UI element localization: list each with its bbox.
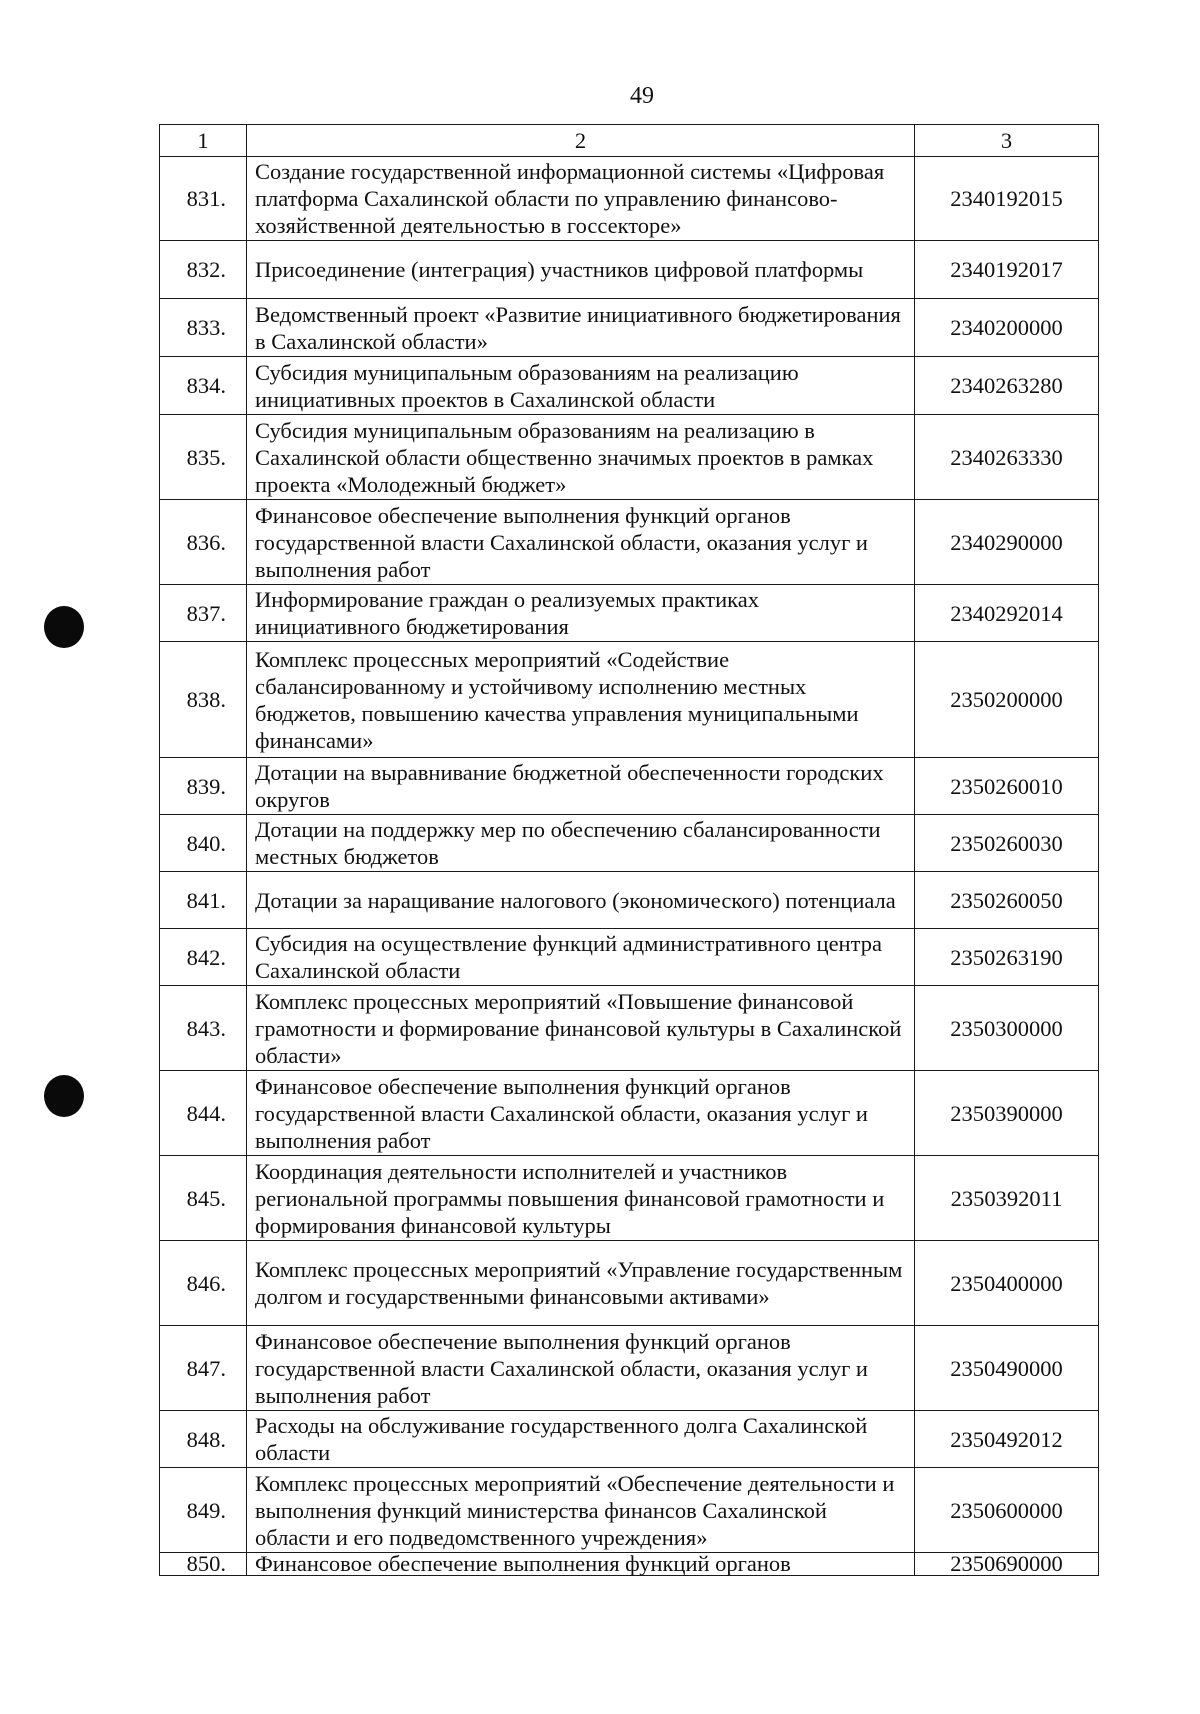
table-row [160,1241,1099,1326]
row-code: 2350260030 [915,815,1099,872]
row-code: 2350260050 [915,872,1099,929]
column-header-number: 1 [160,125,247,157]
row-number: 845. [160,1156,247,1241]
table-row [160,642,1099,758]
row-number: 840. [160,815,247,872]
row-code: 2340263330 [915,415,1099,500]
table-row [160,758,1099,815]
row-number: 834. [160,357,247,415]
table-row [160,1071,1099,1156]
row-code: 2340192017 [915,241,1099,299]
row-description: Субсидия на осуществление функций административного центра Сахалинской области [247,929,915,986]
row-description: Комплекс процессных мероприятий «Управление государственным долгом и государственными финансовыми активами» [247,1241,915,1326]
row-number: 850. [160,1553,247,1576]
row-number: 842. [160,929,247,986]
row-description: Дотации на выравнивание бюджетной обеспеченности городских округов [247,758,915,815]
row-description: Присоединение (интеграция) участников цифровой платформы [247,241,915,299]
row-number: 836. [160,500,247,585]
row-number: 848. [160,1411,247,1468]
row-description: Дотации на поддержку мер по обеспечению сбалансированности местных бюджетов [247,815,915,872]
punch-hole-mark [44,606,84,648]
table-header-row [160,125,1099,157]
row-description: Дотации за наращивание налогового (экономического) потенциала [247,872,915,929]
row-code: 2350490000 [915,1326,1099,1411]
row-code: 2340292014 [915,585,1099,642]
row-code: 2350400000 [915,1241,1099,1326]
row-description: Финансовое обеспечение выполнения функций органов государственной власти Сахалинской области, оказания услуг и выполнения работ [247,500,915,585]
table-row [160,872,1099,929]
row-code: 2350392011 [915,1156,1099,1241]
table-row [160,986,1099,1071]
table-row [160,299,1099,357]
row-description: Комплекс процессных мероприятий «Повышение финансовой грамотности и формирование финансовой культуры в Сахалинской области» [247,986,915,1071]
table-row [160,1156,1099,1241]
row-description: Финансовое обеспечение выполнения функций органов государственной власти Сахалинской области, оказания услуг и выполнения работ [247,1326,915,1411]
row-description: Ведомственный проект «Развитие инициативного бюджетирования в Сахалинской области» [247,299,915,357]
table-row [160,241,1099,299]
row-code: 2350260010 [915,758,1099,815]
table-row [160,415,1099,500]
row-code: 2350200000 [915,642,1099,758]
row-description: Финансовое обеспечение выполнения функций органов [247,1553,915,1576]
budget-classification-table [159,124,1099,1576]
row-description: Субсидия муниципальным образованиям на реализацию в Сахалинской области общественно значимых проектов в рамках проекта «Молодежный бюджет» [247,415,915,500]
row-number: 831. [160,157,247,241]
row-code: 2340263280 [915,357,1099,415]
table-row [160,929,1099,986]
row-code: 2350263190 [915,929,1099,986]
row-description: Информирование граждан о реализуемых практиках инициативного бюджетирования [247,585,915,642]
row-description: Финансовое обеспечение выполнения функций органов государственной власти Сахалинской области, оказания услуг и выполнения работ [247,1071,915,1156]
row-number: 844. [160,1071,247,1156]
row-code: 2350492012 [915,1411,1099,1468]
table-row [160,585,1099,642]
row-number: 843. [160,986,247,1071]
row-number: 841. [160,872,247,929]
row-code: 2350690000 [915,1553,1099,1576]
row-number: 835. [160,415,247,500]
punch-hole-mark [44,1075,84,1117]
table-row [160,815,1099,872]
row-code: 2350600000 [915,1468,1099,1553]
table-row [160,1468,1099,1553]
row-description: Субсидия муниципальным образованиям на реализацию инициативных проектов в Сахалинской области [247,357,915,415]
row-description: Комплекс процессных мероприятий «Содействие сбалансированному и устойчивому исполнению местных бюджетов, повышению качества управления муниципальными финансами» [247,642,915,758]
row-code: 2340290000 [915,500,1099,585]
row-number: 846. [160,1241,247,1326]
row-number: 839. [160,758,247,815]
table-row [160,1326,1099,1411]
row-code: 2350300000 [915,986,1099,1071]
row-number: 849. [160,1468,247,1553]
column-header-code: 3 [915,125,1099,157]
row-number: 832. [160,241,247,299]
table-row [160,357,1099,415]
row-description: Расходы на обслуживание государственного долга Сахалинской области [247,1411,915,1468]
row-code: 2350390000 [915,1071,1099,1156]
row-number: 847. [160,1326,247,1411]
row-number: 833. [160,299,247,357]
row-number: 838. [160,642,247,758]
row-description: Комплекс процессных мероприятий «Обеспечение деятельности и выполнения функций министерства финансов Сахалинской области и его подведомственного учреждения» [247,1468,915,1553]
row-description: Координация деятельности исполнителей и участников региональной программы повышения финансовой грамотности и формирования финансовой культуры [247,1156,915,1241]
table-row [160,1411,1099,1468]
row-code: 2340200000 [915,299,1099,357]
row-description: Создание государственной информационной системы «Цифровая платформа Сахалинской области по управлению финансово-хозяйственной деятельностью в госсекторе» [247,157,915,241]
table-row [160,1553,1099,1576]
table-row [160,500,1099,585]
row-code: 2340192015 [915,157,1099,241]
column-header-description: 2 [247,125,915,157]
row-number: 837. [160,585,247,642]
table-row [160,157,1099,241]
page-number: 49 [630,83,654,109]
